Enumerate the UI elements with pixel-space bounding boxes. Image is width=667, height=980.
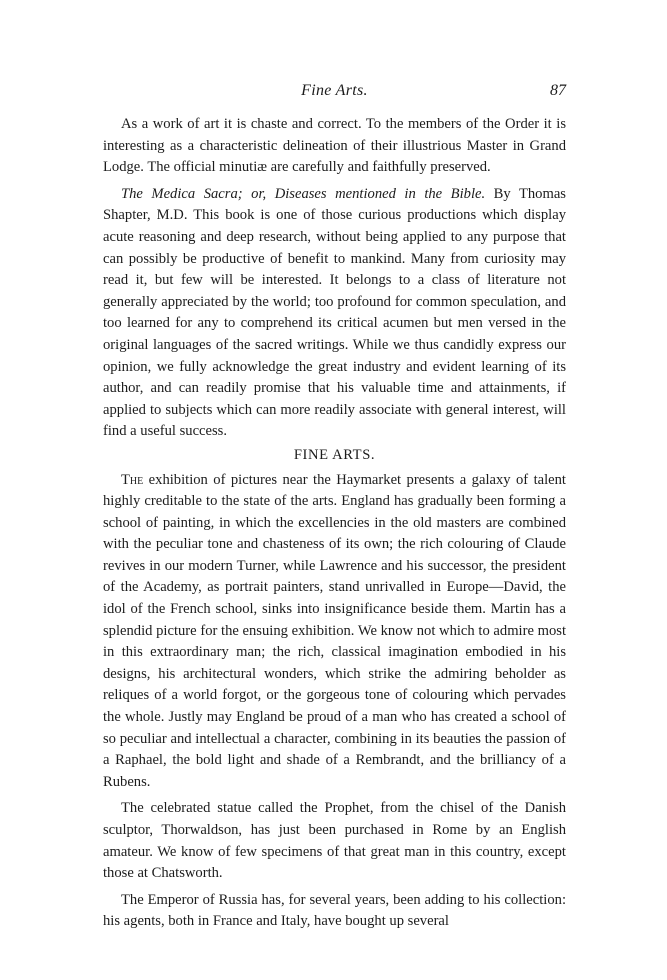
paragraph-text: The celebrated statue called the Prophet, from the chisel of the Danish sculptor, Thorwaldson, has just been purchased in Rome by an English amateur. We know of few specimens of that great man in this country, except those at Chatsworth.: [103, 800, 566, 882]
section-heading: FINE ARTS.: [293, 446, 376, 463]
fine-arts-section: [103, 470, 566, 933]
paragraph-art-work: [103, 114, 566, 179]
paragraph-text: As a work of art it is chaste and correct. To the members of the Order it is interesting as a characteristic delineation of their illustrious Master in Grand Lodge. The official minutiæ are carefully and faithfully preserved.: [103, 116, 566, 176]
review-section: [103, 114, 566, 443]
page-number: 87: [550, 82, 566, 99]
running-head: [103, 80, 566, 104]
paragraph-emperor-russia: [103, 890, 566, 933]
paragraph-text: By Thomas Shapter, M.D. This book is one of those curious productions which display acute reasoning and deep research, without being applied to any purpose that can possibly be productive of benefit to mankind. Many from curiosity may read it, but few will be interested. It belongs to a class of literature not generally appreciated by the world; too profound for common speculation, and too learned for any to comprehend its critical acumen but men versed in the original languages of the sacred writings. While we thus candidly express our opinion, we fully acknowledge the great industry and evident learning of its author, and can readily promise that his valuable time and attainments, if applied to subjects which can more readily associate with general interest, will find a useful success.: [103, 185, 566, 440]
drop-word: The: [121, 471, 144, 488]
paragraph-prophet-statue: [103, 798, 566, 884]
running-title: Fine Arts.: [301, 82, 368, 99]
paragraph-text: The Emperor of Russia has, for several years, been adding to his collection: his agents, both in France and Italy, have bought up several: [103, 891, 566, 930]
book-title: The Medica Sacra; or, Diseases mentioned in the Bible.: [121, 185, 486, 202]
paragraph-text: exhibition of pictures near the Haymarket presents a galaxy of talent highly creditable to the state of the arts. England has gradually been forming a school of painting, in which the excellencies in the old masters are combined with the peculiar tone and chasteness of its own; the rich colouring of Claude revives in our modern Turner, while Lawrence and his successor, the president of the Academy, as portrait painters, stand unrivalled in Europe—David, the idol of the French school, sinks into insignificance beside them. Martin has a splendid picture for the ensuing exhibition. We know not which to admire most in this extraordinary man; the rich, classical imagination embodied in his designs, his architectural wonders, which strike the admiring beholder as reliques of a world forgot, or the gorgeous tone of colouring which pervades the whole. Justly may England be proud of a man who has created a school of so peculiar and intellectual a character, combining in its beauties the passion of a Raphael, the bold light and shade of a Rembrandt, and the brilliancy of a Rubens.: [103, 471, 566, 790]
paragraph-exhibition: [103, 470, 566, 794]
book-page: [103, 80, 566, 933]
paragraph-medica-sacra: [103, 184, 566, 443]
